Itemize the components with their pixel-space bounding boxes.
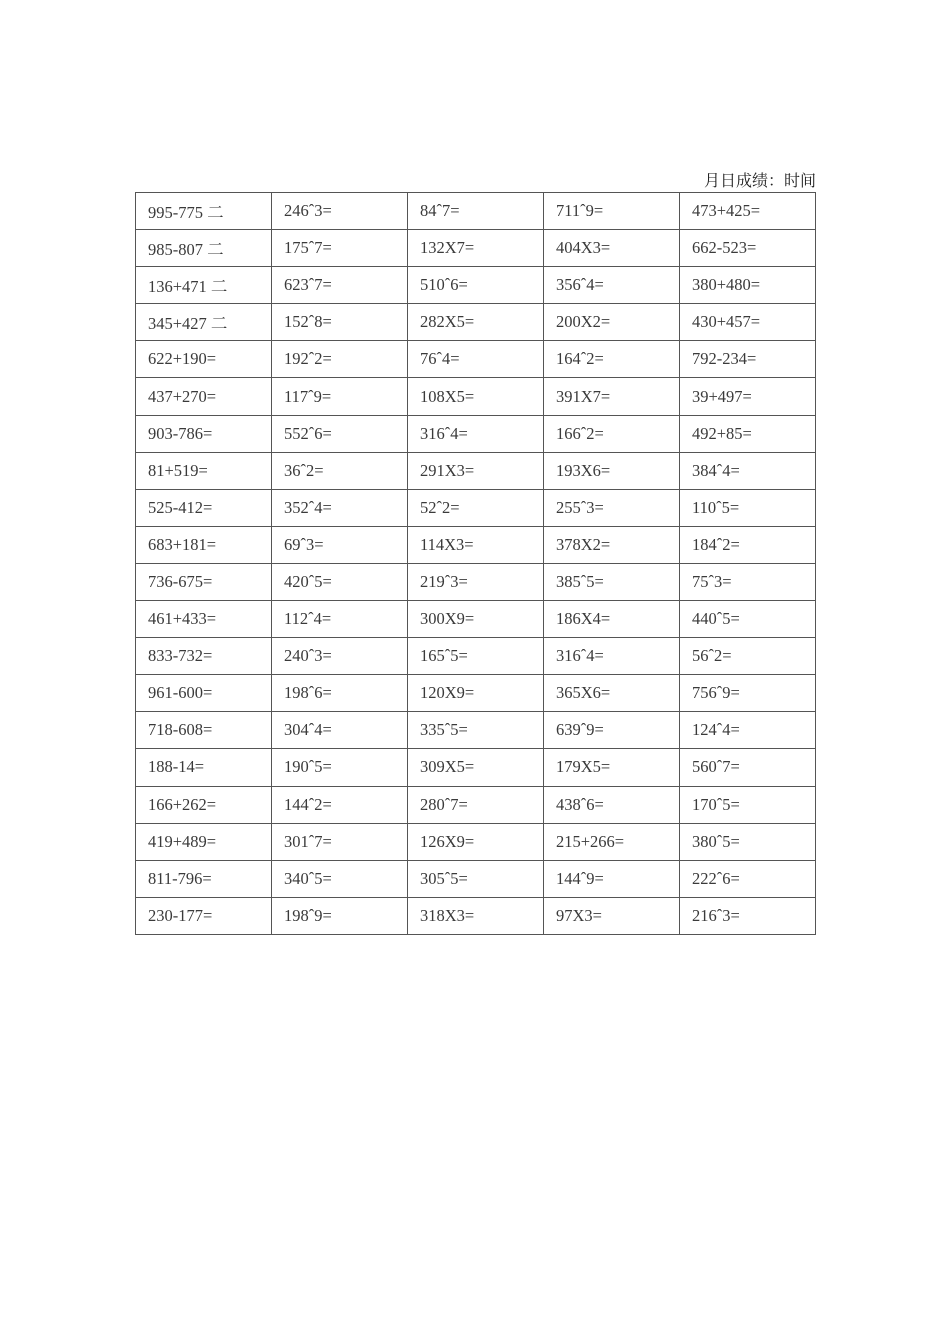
problem-cell: 305ˆ5= <box>408 860 544 897</box>
problem-cell: 340ˆ5= <box>272 860 408 897</box>
problem-cell: 385ˆ5= <box>544 563 680 600</box>
problem-cell: 56ˆ2= <box>680 638 816 675</box>
problem-cell: 222ˆ6= <box>680 860 816 897</box>
problem-cell: 335ˆ5= <box>408 712 544 749</box>
problem-cell: 170ˆ5= <box>680 786 816 823</box>
table-row <box>136 489 816 526</box>
problem-cell: 165ˆ5= <box>408 638 544 675</box>
problem-cell: 300X9= <box>408 601 544 638</box>
problem-cell: 440ˆ5= <box>680 601 816 638</box>
problem-cell: 384ˆ4= <box>680 452 816 489</box>
table-row <box>136 193 816 230</box>
problem-cell: 282X5= <box>408 304 544 341</box>
problem-cell: 175ˆ7= <box>272 230 408 267</box>
problem-cell: 391X7= <box>544 378 680 415</box>
arithmetic-worksheet-table <box>135 192 816 935</box>
problem-cell: 301ˆ7= <box>272 823 408 860</box>
problem-cell: 198ˆ9= <box>272 897 408 934</box>
problem-cell: 39+497= <box>680 378 816 415</box>
problem-cell: 114X3= <box>408 526 544 563</box>
problem-cell: 438ˆ6= <box>544 786 680 823</box>
table-row <box>136 823 816 860</box>
problem-cell: 255ˆ3= <box>544 489 680 526</box>
problem-cell: 461+433= <box>136 601 272 638</box>
problem-cell: 430+457= <box>680 304 816 341</box>
problem-cell: 420ˆ5= <box>272 563 408 600</box>
problem-cell: 711ˆ9= <box>544 193 680 230</box>
table-row <box>136 526 816 563</box>
problem-cell: 219ˆ3= <box>408 563 544 600</box>
problem-cell: 144ˆ2= <box>272 786 408 823</box>
problem-cell: 756ˆ9= <box>680 675 816 712</box>
problem-cell: 309X5= <box>408 749 544 786</box>
table-row <box>136 675 816 712</box>
table-row <box>136 638 816 675</box>
problem-cell: 380+480= <box>680 267 816 304</box>
problem-cell: 662-523= <box>680 230 816 267</box>
problem-cell: 718-608= <box>136 712 272 749</box>
problem-cell: 623ˆ7= <box>272 267 408 304</box>
problem-cell: 132X7= <box>408 230 544 267</box>
problem-cell: 164ˆ2= <box>544 341 680 378</box>
problem-cell: 560ˆ7= <box>680 749 816 786</box>
problem-cell: 215+266= <box>544 823 680 860</box>
problem-cell: 995-775 二 <box>136 193 272 230</box>
problem-cell: 186X4= <box>544 601 680 638</box>
problem-cell: 126X9= <box>408 823 544 860</box>
problem-cell: 124ˆ4= <box>680 712 816 749</box>
problem-cell: 192ˆ2= <box>272 341 408 378</box>
problem-cell: 833-732= <box>136 638 272 675</box>
problem-cell: 166ˆ2= <box>544 415 680 452</box>
worksheet-body <box>136 193 816 935</box>
table-row <box>136 341 816 378</box>
problem-cell: 683+181= <box>136 526 272 563</box>
table-row <box>136 601 816 638</box>
problem-cell: 365X6= <box>544 675 680 712</box>
problem-cell: 352ˆ4= <box>272 489 408 526</box>
table-row <box>136 712 816 749</box>
table-row <box>136 786 816 823</box>
table-row <box>136 860 816 897</box>
problem-cell: 76ˆ4= <box>408 341 544 378</box>
problem-cell: 437+270= <box>136 378 272 415</box>
table-row <box>136 267 816 304</box>
problem-cell: 356ˆ4= <box>544 267 680 304</box>
problem-cell: 112ˆ4= <box>272 601 408 638</box>
problem-cell: 69ˆ3= <box>272 526 408 563</box>
problem-cell: 510ˆ6= <box>408 267 544 304</box>
problem-cell: 961-600= <box>136 675 272 712</box>
problem-cell: 36ˆ2= <box>272 452 408 489</box>
table-row <box>136 304 816 341</box>
table-row <box>136 749 816 786</box>
problem-cell: 404X3= <box>544 230 680 267</box>
table-row <box>136 452 816 489</box>
problem-cell: 304ˆ4= <box>272 712 408 749</box>
problem-cell: 811-796= <box>136 860 272 897</box>
problem-cell: 136+471 二 <box>136 267 272 304</box>
problem-cell: 419+489= <box>136 823 272 860</box>
table-row <box>136 563 816 600</box>
problem-cell: 84ˆ7= <box>408 193 544 230</box>
problem-cell: 380ˆ5= <box>680 823 816 860</box>
problem-cell: 97X3= <box>544 897 680 934</box>
problem-cell: 193X6= <box>544 452 680 489</box>
score-time-header: 月日成绩：时间 <box>703 173 816 190</box>
problem-cell: 198ˆ6= <box>272 675 408 712</box>
problem-cell: 492+85= <box>680 415 816 452</box>
table-row <box>136 415 816 452</box>
problem-cell: 552ˆ6= <box>272 415 408 452</box>
problem-cell: 190ˆ5= <box>272 749 408 786</box>
problem-cell: 188-14= <box>136 749 272 786</box>
table-row <box>136 230 816 267</box>
table-row <box>136 378 816 415</box>
problem-cell: 110ˆ5= <box>680 489 816 526</box>
problem-cell: 179X5= <box>544 749 680 786</box>
problem-cell: 280ˆ7= <box>408 786 544 823</box>
problem-cell: 81+519= <box>136 452 272 489</box>
problem-cell: 108X5= <box>408 378 544 415</box>
problem-cell: 75ˆ3= <box>680 563 816 600</box>
problem-cell: 166+262= <box>136 786 272 823</box>
problem-cell: 152ˆ8= <box>272 304 408 341</box>
problem-cell: 117ˆ9= <box>272 378 408 415</box>
problem-cell: 291X3= <box>408 452 544 489</box>
problem-cell: 316ˆ4= <box>408 415 544 452</box>
problem-cell: 985-807 二 <box>136 230 272 267</box>
problem-cell: 639ˆ9= <box>544 712 680 749</box>
problem-cell: 473+425= <box>680 193 816 230</box>
problem-cell: 378X2= <box>544 526 680 563</box>
problem-cell: 316ˆ4= <box>544 638 680 675</box>
problem-cell: 345+427 二 <box>136 304 272 341</box>
problem-cell: 200X2= <box>544 304 680 341</box>
problem-cell: 736-675= <box>136 563 272 600</box>
problem-cell: 246ˆ3= <box>272 193 408 230</box>
table-row <box>136 897 816 934</box>
problem-cell: 525-412= <box>136 489 272 526</box>
problem-cell: 144ˆ9= <box>544 860 680 897</box>
problem-cell: 318X3= <box>408 897 544 934</box>
problem-cell: 120X9= <box>408 675 544 712</box>
problem-cell: 184ˆ2= <box>680 526 816 563</box>
problem-cell: 240ˆ3= <box>272 638 408 675</box>
problem-cell: 622+190= <box>136 341 272 378</box>
problem-cell: 230-177= <box>136 897 272 934</box>
problem-cell: 52ˆ2= <box>408 489 544 526</box>
problem-cell: 903-786= <box>136 415 272 452</box>
problem-cell: 792-234= <box>680 341 816 378</box>
problem-cell: 216ˆ3= <box>680 897 816 934</box>
